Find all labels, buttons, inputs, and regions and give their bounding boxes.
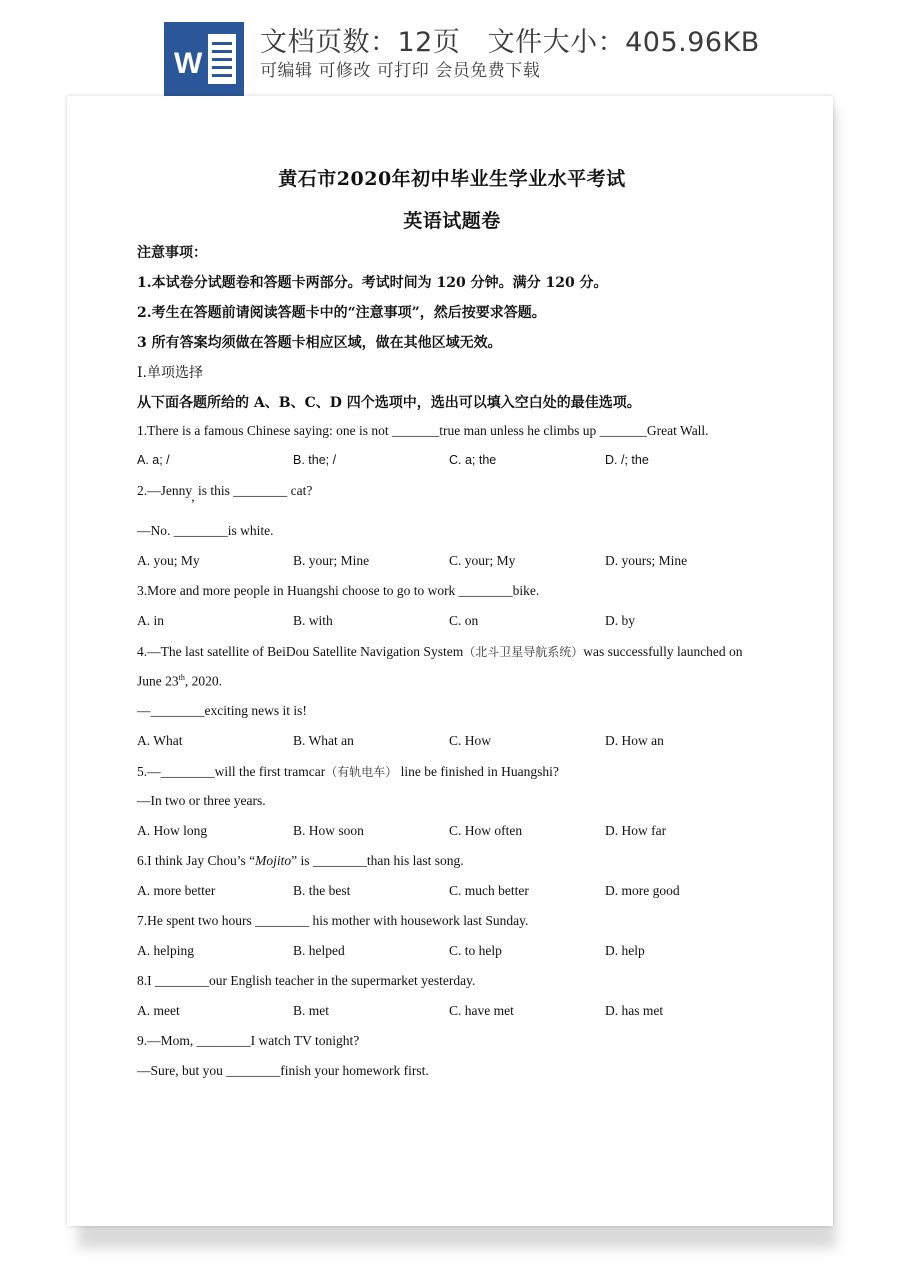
question-stem: 3.More and more people in Huangshi choose to go to work ________bike. bbox=[137, 583, 540, 598]
option-a: A. How long bbox=[137, 823, 208, 838]
question-stem bbox=[137, 483, 313, 504]
stem-comma: , bbox=[191, 489, 195, 504]
option-d: D. /; the bbox=[605, 453, 649, 467]
document-page[interactable] bbox=[67, 96, 833, 1226]
option-row bbox=[137, 453, 777, 471]
option-a: A. meet bbox=[137, 1003, 180, 1018]
option-b: B. the best bbox=[293, 883, 351, 898]
stem-part: June 23 bbox=[137, 673, 179, 689]
option-c: C. have met bbox=[449, 1003, 514, 1018]
answer-line: —No. ________is white. bbox=[137, 523, 274, 538]
option-c: C. a; the bbox=[449, 453, 497, 467]
option-row bbox=[137, 553, 777, 571]
stem-part: line be finished in Huangshi? bbox=[397, 764, 559, 779]
option-row bbox=[137, 733, 777, 751]
option-d: D. How an bbox=[605, 733, 664, 748]
option-row bbox=[137, 823, 777, 841]
svg-text:W: W bbox=[174, 47, 203, 80]
option-b: B. your; Mine bbox=[293, 553, 370, 568]
option-b: B. with bbox=[293, 613, 333, 628]
ordinal-suffix: th bbox=[178, 673, 185, 682]
option-b: B. How soon bbox=[293, 823, 364, 838]
option-a: A. more better bbox=[137, 883, 216, 898]
option-b: B. What an bbox=[293, 733, 354, 748]
answer-line: —________exciting news it is! bbox=[137, 703, 307, 718]
option-b: B. met bbox=[293, 1003, 329, 1018]
notice-heading: 注意事项： bbox=[137, 245, 207, 261]
question-stem bbox=[137, 763, 559, 780]
file-info-title: 文档页数：12页 文件大小：405.96KB bbox=[260, 27, 760, 58]
stem-part: , 2020. bbox=[184, 673, 222, 689]
question-stem bbox=[137, 853, 464, 869]
stem-part: 6.I think Jay Chou’s “ bbox=[137, 853, 256, 868]
option-c: C. your; My bbox=[449, 553, 516, 568]
option-row bbox=[137, 1003, 777, 1021]
question-stem bbox=[137, 643, 743, 660]
stem-part: 5.—________will the first tramcar bbox=[137, 764, 326, 779]
stem-part: 4.—The last satellite of BeiDou Satellite Navigation System bbox=[137, 644, 464, 659]
file-info-subtitle: 可编辑 可修改 可打印 会员免费下载 bbox=[260, 61, 541, 81]
option-b: B. helped bbox=[293, 943, 345, 958]
notice-item: 1.本试卷分试题卷和答题卡两部分。考试时间为 120 分钟。满分 120 分。 bbox=[137, 275, 608, 291]
question-stem: 7.He spent two hours ________ his mother with housework last Sunday. bbox=[137, 913, 529, 928]
option-d: D. yours; Mine bbox=[605, 553, 688, 568]
option-row bbox=[137, 943, 777, 961]
option-c: C. on bbox=[449, 613, 479, 628]
stem-part: is this ________ cat? bbox=[194, 483, 313, 498]
option-row bbox=[137, 613, 777, 631]
option-c: C. to help bbox=[449, 943, 502, 958]
option-c: C. How bbox=[449, 733, 492, 748]
stem-chinese-gloss: （有轨电车） bbox=[325, 765, 398, 779]
option-a: A. you; My bbox=[137, 553, 200, 568]
section-instruction: 从下面各题所给的 A、B、C、D 四个选项中，选出可以填入空白处的最佳选项。 bbox=[137, 395, 641, 411]
question-stem: 1.There is a famous Chinese saying: one is not _______true man unless he climbs up _______Great Wall. bbox=[137, 423, 709, 438]
question-stem: 8.I ________our English teacher in the supermarket yesterday. bbox=[137, 973, 476, 988]
exam-subtitle: 英语试题卷 bbox=[403, 210, 501, 232]
song-title: Mojito bbox=[255, 853, 292, 868]
stem-part: was successfully launched on bbox=[583, 644, 743, 659]
option-d: D. How far bbox=[605, 823, 667, 838]
option-a: A. What bbox=[137, 733, 183, 748]
option-c: C. How often bbox=[449, 823, 523, 838]
word-doc-icon bbox=[164, 22, 244, 96]
option-row bbox=[137, 883, 777, 901]
option-a: A. a; / bbox=[137, 453, 170, 467]
option-b: B. the; / bbox=[293, 453, 337, 467]
stem-part: 2.—Jenny bbox=[137, 483, 192, 498]
answer-line: —Sure, but you ________finish your homework first. bbox=[137, 1063, 429, 1078]
option-c: C. much better bbox=[449, 883, 529, 898]
option-d: D. has met bbox=[605, 1003, 664, 1018]
answer-line: —In two or three years. bbox=[137, 793, 266, 808]
option-d: D. help bbox=[605, 943, 645, 958]
stem-part: ” is ________than his last song. bbox=[291, 853, 464, 868]
question-stem: 9.—Mom, ________I watch TV tonight? bbox=[137, 1033, 360, 1048]
notice-item: 3 所有答案均须做在答题卡相应区域，做在其他区域无效。 bbox=[137, 335, 502, 351]
option-d: D. more good bbox=[605, 883, 680, 898]
option-a: A. in bbox=[137, 613, 164, 628]
option-d: D. by bbox=[605, 613, 635, 628]
option-a: A. helping bbox=[137, 943, 194, 958]
question-stem-cont bbox=[137, 673, 222, 690]
exam-title: 黄石市2020年初中毕业生学业水平考试 bbox=[278, 168, 626, 190]
notice-item: 2.考生在答题前请阅读答题卡中的“注意事项”，然后按要求答题。 bbox=[137, 305, 546, 321]
section-title: I.单项选择 bbox=[137, 365, 203, 381]
stem-chinese-gloss: （北斗卫星导航系统） bbox=[463, 645, 584, 659]
